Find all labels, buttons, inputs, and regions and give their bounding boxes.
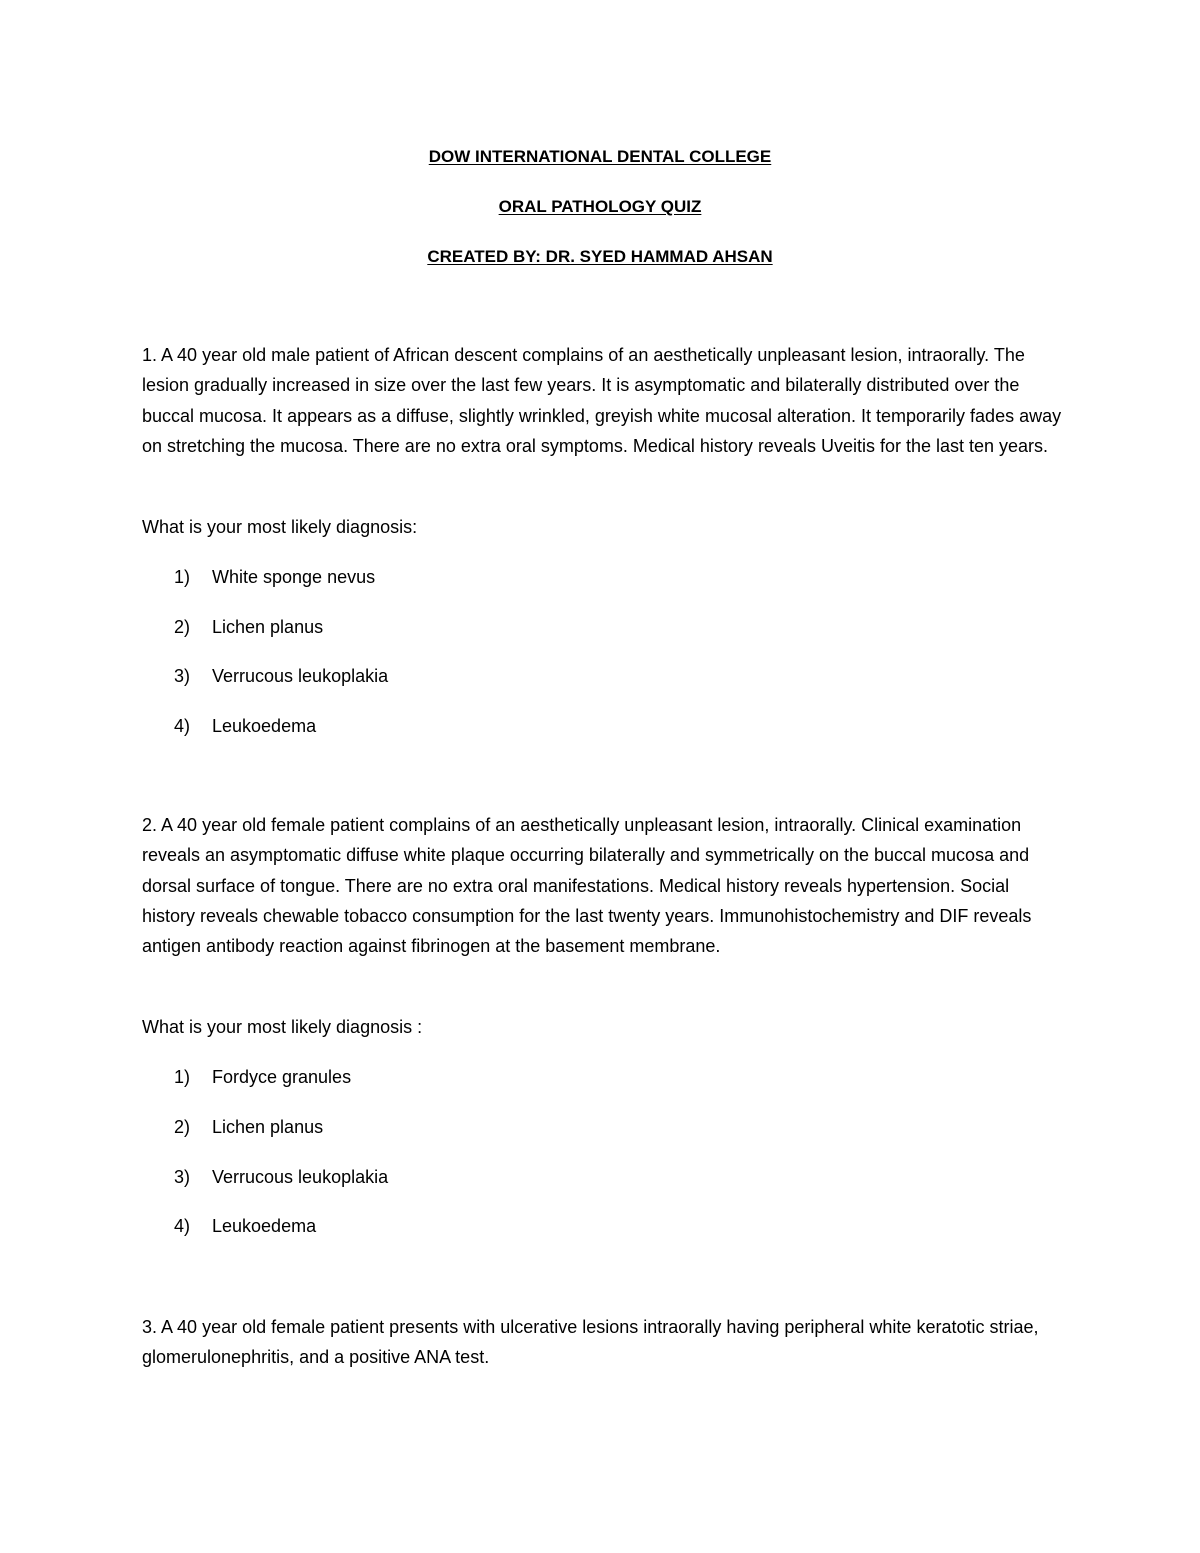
question-prompt: What is your most likely diagnosis : [142,1017,423,1037]
question-3 [142,1312,1062,1373]
option-number: 3) [174,666,191,686]
question-number: 1. [142,345,158,365]
option-item [174,714,316,738]
quiz-title: ORAL PATHOLOGY QUIZ [498,197,702,216]
question-number: 2. [142,815,158,835]
question-prompt: What is your most likely diagnosis: [142,517,418,537]
option-item [174,1165,388,1189]
option-number: 1) [174,1067,191,1087]
option-label: Fordyce granules [212,1067,352,1087]
option-item [174,1115,323,1139]
question-text: A 40 year old male patient of African descent complains of an aesthetically unpleasant lesion, intraorally. The lesion gradually increased in size over the last few years. It is asymptomatic and bilaterally distributed over the buccal mucosa. It appears as a diffuse, slightly wrinkled, greyish white mucosal alteration. It temporarily fades away on stretching the mucosa. There are no extra oral symptoms. Medical history reveals Uveitis for the last ten years. [142,345,1062,456]
option-item [174,615,323,639]
author-line: CREATED BY: DR. SYED HAMMAD AHSAN [427,247,773,266]
option-label: Lichen planus [212,1117,324,1137]
option-label: Verrucous leukoplakia [212,1167,389,1187]
option-number: 2) [174,1117,191,1137]
college-name: DOW INTERNATIONAL DENTAL COLLEGE [428,147,772,166]
option-item [174,664,388,688]
option-label: Lichen planus [212,617,324,637]
question-1 [142,340,1062,461]
option-item [174,1214,316,1238]
option-label: Leukoedema [212,716,317,736]
question-number: 3. [142,1317,158,1337]
option-item [174,1065,351,1089]
option-label: Leukoedema [212,1216,317,1236]
question-text: A 40 year old female patient presents with ulcerative lesions intraorally having peripheral white keratotic striae, glomerulonephritis, and a positive ANA test. [142,1317,1039,1368]
option-label: Verrucous leukoplakia [212,666,389,686]
question-text: A 40 year old female patient complains of an aesthetically unpleasant lesion, intraorally. Clinical examination reveals an asymptomatic diffuse white plaque occurring bilaterally and symmetrically on the buccal mucosa and dorsal surface of tongue. There are no extra oral manifestations. Medical history reveals hypertension. Social history reveals chewable tobacco consumption for the last twenty years. Immunohistochemistry and DIF reveals antigen antibody reaction against fibrinogen at the basement membrane. [142,815,1032,957]
option-number: 1) [174,567,191,587]
option-item [174,565,375,589]
option-number: 4) [174,716,191,736]
option-number: 4) [174,1216,191,1236]
option-label: White sponge nevus [212,567,376,587]
question-2 [142,810,1062,961]
option-number: 3) [174,1167,191,1187]
option-number: 2) [174,617,191,637]
